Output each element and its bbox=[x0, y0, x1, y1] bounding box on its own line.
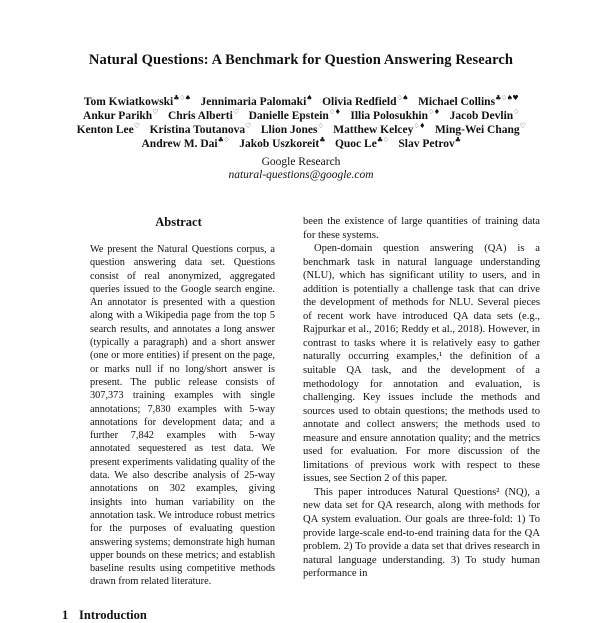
author-affiliation-mark: ♡ bbox=[152, 107, 158, 117]
author-affiliation-mark: ♣ bbox=[454, 135, 461, 145]
author-name: Llion Jones♢ bbox=[260, 121, 324, 136]
left-column bbox=[62, 215, 295, 623]
affiliation: Google Research bbox=[261, 156, 341, 168]
author-line bbox=[62, 123, 540, 137]
author-affiliation-mark: ♣ bbox=[319, 135, 325, 145]
author-affiliation-mark: ♡ bbox=[245, 121, 251, 131]
author-affiliation-mark: ♡ bbox=[232, 107, 239, 117]
author-affiliation-mark: ♣♢♠♥ bbox=[495, 93, 519, 103]
author-affiliation-mark: ♢♦ bbox=[413, 121, 425, 131]
author-affiliation-mark: ♡ bbox=[519, 121, 526, 131]
author-name: Kenton Lee♡ bbox=[76, 121, 140, 136]
author-affiliation-mark: ♢ bbox=[317, 121, 324, 131]
abstract-text: We present the Natural Questions corpus, a question answering data set. Questions consist of real anonymized, aggregated queries issued to the Google search engine. An annotator is presented with a question along with a Wikipedia page from the top 5 search results, and annotates a long answer (typically a paragraph) and a short answer (one or more entities) if present on the page, or marks null if no long/short answer is present. The public release consists of 307,373 training examples with single annotations; 7,830 examples with 5-way annotations for development data; and a further 7,842 examples with 5-way annotated sequestered as test data. We present experiments validating quality of the data. We also describe analysis of 25-way annotations on 302 examples, giving insights into human variability on the annotation task. We introduce robust metrics for the purposes of evaluating question answering systems; demonstrate high human upper bounds on these metrics; and establish baseline results using competitive methods drawn from related literature. bbox=[90, 244, 275, 588]
author-name: Slav Petrov♣ bbox=[398, 135, 461, 150]
author-name: Ankur Parikh♡ bbox=[83, 107, 158, 122]
contact-email: natural-questions@google.com bbox=[228, 169, 374, 181]
author-name: Jennimaria Palomaki♠ bbox=[200, 93, 313, 108]
section-title: Introduction bbox=[79, 607, 147, 622]
author-affiliation-mark: ♢♠ bbox=[396, 93, 409, 103]
body-paragraph: Open-domain question answering (QA) is a benchmark task in natural language understanding (NLU), which has significant utility to users, and in addition is potentially a challenge task that can drive the development of methods for NLU. Several pieces of recent work have introduced QA data sets (e.g., Rajpurkar et al., 2016; Reddy et al., 2018). However, in contrast to tasks where it is relatively easy to gather naturally occurring examples,¹ the definition of a suitable QA task, and the development of a methodology for annotation and evaluation, is challenging. Key issues include the methods and sources used to obtain questions; the methods used to annotate and collect answers; the methods used to measure and ensure annotation quality; and the metrics used for evaluation. For more discussion of the limitations of previous work with respect to these issues, see Section 2 of this paper. bbox=[303, 243, 540, 485]
author-affiliation-mark: ♠ bbox=[306, 93, 313, 103]
abstract-heading: Abstract bbox=[155, 215, 202, 229]
author-name: Quoc Le♣♢ bbox=[334, 135, 389, 150]
body-paragraph: This paper introduces Natural Questions² (NQ), a new data set for QA research, along with methods for QA system evaluation. Our goals are three-fold: 1) To provide large-scale end-to-end training data for the QA problem. 2) To provide a data set that drives research in natural language understanding. 3) To study human performance in bbox=[303, 486, 540, 580]
paper-title: Natural Questions: A Benchmark for Question Answering Research bbox=[88, 52, 514, 68]
section-1-heading bbox=[62, 608, 295, 623]
author-affiliation-mark: ♡ bbox=[133, 121, 140, 131]
author-name: Kristina Toutanova♡ bbox=[149, 121, 251, 136]
author-affiliation-mark: ♢♦ bbox=[428, 107, 440, 117]
author-block bbox=[62, 95, 540, 151]
two-column-body bbox=[62, 215, 540, 623]
author-affiliation-mark: ♣♢ bbox=[217, 135, 230, 145]
author-name: Jakob Uszkoreit♣ bbox=[239, 135, 325, 150]
author-name: Ming-Wei Chang♡ bbox=[434, 121, 526, 136]
author-name: Michael Collins♣♢♠♥ bbox=[418, 93, 519, 108]
body-paragraph: been the existence of large quantities of training data for these systems. bbox=[303, 216, 540, 241]
author-name: Illia Polosukhin♢♦ bbox=[350, 107, 440, 122]
author-affiliation-mark: ♢♦ bbox=[328, 107, 341, 117]
section-number: 1 bbox=[62, 607, 69, 622]
author-name: Andrew M. Dai♣♢ bbox=[141, 135, 230, 150]
author-name: Olivia Redfield♢♠ bbox=[322, 93, 409, 108]
author-affiliation-mark: ♢ bbox=[513, 107, 519, 117]
right-column bbox=[303, 215, 540, 623]
author-name: Jacob Devlin♢ bbox=[449, 107, 519, 122]
author-name: Chris Alberti♡ bbox=[167, 107, 239, 122]
author-name: Tom Kwiatkowski♣♢♠ bbox=[83, 93, 191, 108]
author-line bbox=[62, 95, 540, 109]
author-affiliation-mark: ♣♢ bbox=[376, 135, 389, 145]
author-name: Danielle Epstein♢♦ bbox=[248, 107, 341, 122]
author-name: Matthew Kelcey♢♦ bbox=[333, 121, 425, 136]
author-affiliation-mark: ♣♢♠ bbox=[173, 93, 191, 103]
author-line bbox=[62, 137, 540, 151]
